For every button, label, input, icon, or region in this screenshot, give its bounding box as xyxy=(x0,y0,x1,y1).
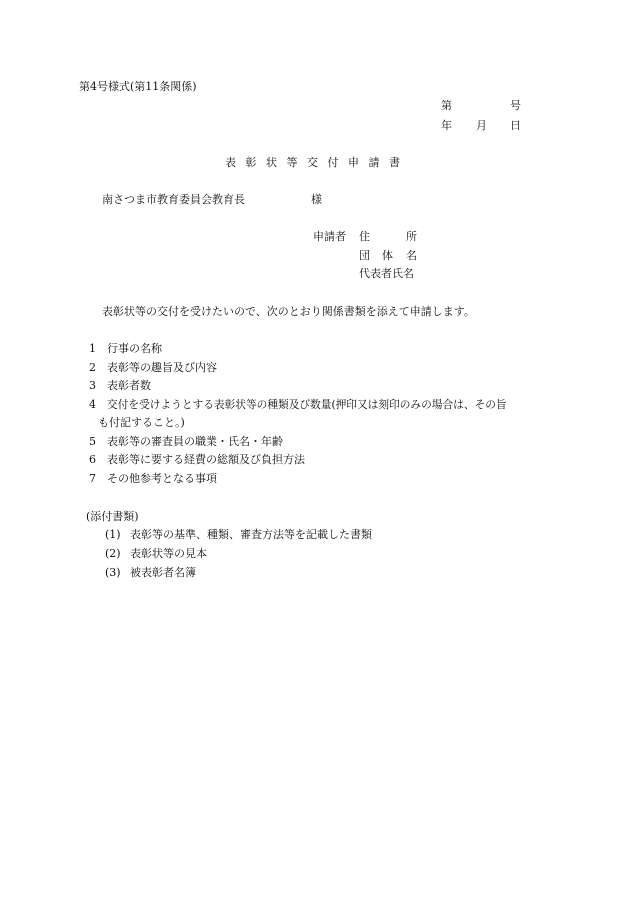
list-item xyxy=(89,361,217,375)
list-item xyxy=(89,435,283,449)
item-text: 表彰者数 xyxy=(107,379,151,392)
document-title: 表彰状等交付申請書 xyxy=(225,156,410,169)
item-text: 行事の名称 xyxy=(107,342,162,355)
number-dai: 第 xyxy=(441,99,452,112)
attachment-text: 被表彰者名簿 xyxy=(130,566,196,579)
list-item xyxy=(89,379,151,393)
attachment-item xyxy=(105,528,372,542)
attachment-number: (1) xyxy=(105,528,121,541)
address-char-2: 所 xyxy=(406,230,417,243)
attachment-item xyxy=(105,547,207,561)
group-char-2: 体 xyxy=(382,249,393,262)
item-text: 表彰等に要する経費の総額及び負担方法 xyxy=(107,453,305,466)
item-text: 表彰等の趣旨及び内容 xyxy=(107,361,217,374)
applicant-label: 申請者 xyxy=(313,230,346,243)
representative-name-label: 代表者氏名 xyxy=(359,267,414,280)
list-item xyxy=(89,398,507,412)
form-label: 第4号様式(第11条関係) xyxy=(79,80,197,93)
list-item xyxy=(89,342,162,356)
item-number: 3 xyxy=(89,379,96,392)
attachment-text: 表彰状等の見本 xyxy=(130,547,207,560)
attachment-item xyxy=(105,566,196,580)
attachment-number: (2) xyxy=(105,547,121,560)
group-char-3: 名 xyxy=(406,249,417,262)
list-item-continuation: も付記すること。) xyxy=(98,416,185,429)
attachments-heading: (添付書類) xyxy=(86,510,139,523)
addressee-honorific: 様 xyxy=(311,193,322,206)
item-number: 5 xyxy=(89,435,96,448)
item-number: 6 xyxy=(89,453,96,466)
date-year: 年 xyxy=(441,119,452,132)
list-item xyxy=(89,453,305,467)
date-month: 月 xyxy=(476,119,487,132)
item-text: その他参考となる事項 xyxy=(107,472,217,485)
attachment-number: (3) xyxy=(105,566,121,579)
address-char-1: 住 xyxy=(359,230,370,243)
item-number: 7 xyxy=(89,472,96,485)
list-item xyxy=(89,472,217,486)
body-text: 表彰状等の交付を受けたいので、次のとおり関係書類を添えて申請します。 xyxy=(102,305,475,318)
item-text: 交付を受けようとする表彰状等の種類及び数量(押印又は刻印のみの場合は、その旨 xyxy=(107,398,507,411)
item-number: 1 xyxy=(89,342,96,355)
attachment-text: 表彰等の基準、種類、審査方法等を記載した書類 xyxy=(130,528,372,541)
group-char-1: 団 xyxy=(359,249,370,262)
number-go: 号 xyxy=(510,99,521,112)
item-number: 2 xyxy=(89,361,96,374)
addressee-name: 南さつま市教育委員会教育長 xyxy=(102,193,245,206)
item-number: 4 xyxy=(89,398,96,411)
date-day: 日 xyxy=(510,119,521,132)
item-text: 表彰等の審査員の職業・氏名・年齢 xyxy=(107,435,283,448)
